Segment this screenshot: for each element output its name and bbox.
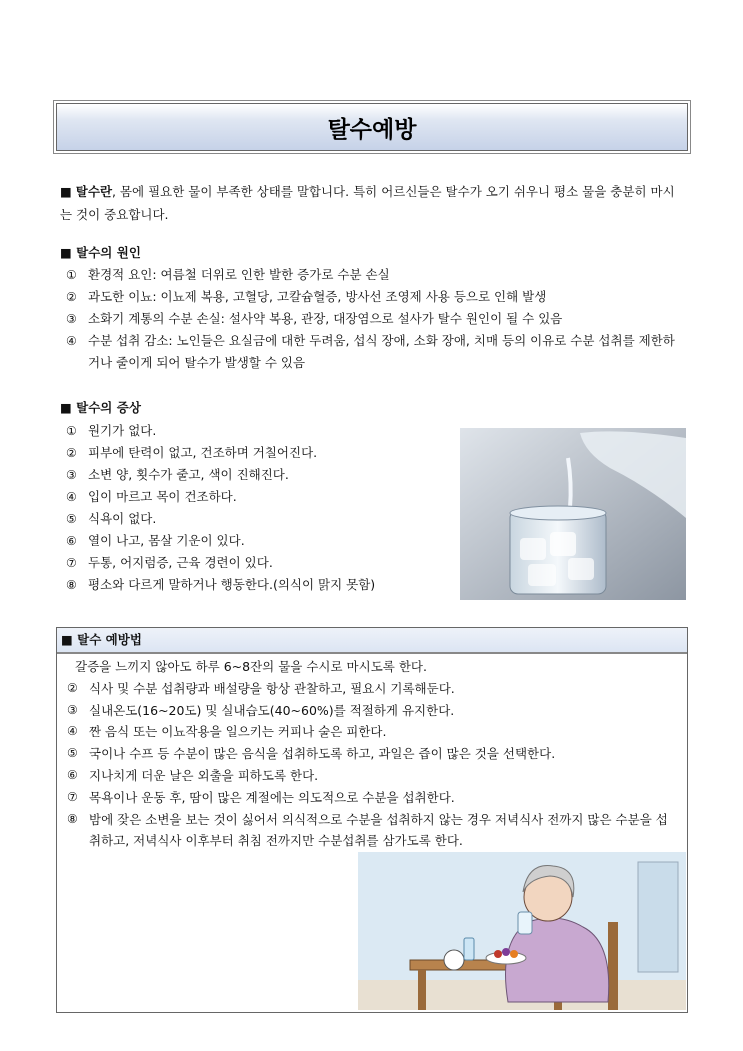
intro-paragraph	[60, 180, 686, 226]
prevention-item	[67, 656, 679, 678]
symptoms-list	[66, 420, 456, 596]
symptom-item-number: ⑤	[66, 512, 77, 526]
symptom-item-number: ②	[66, 446, 77, 460]
symptom-item	[66, 508, 456, 530]
cause-item	[66, 264, 686, 286]
water-glass-image	[460, 428, 686, 600]
causes-title: ■ 탈수의 원인	[60, 245, 141, 260]
symptom-item-number: ④	[66, 490, 77, 504]
prevention-item	[67, 700, 679, 722]
symptom-item	[66, 442, 456, 464]
prevention-item	[67, 809, 679, 853]
symptom-item	[66, 574, 456, 596]
prevention-item-text: 국이나 수프 등 수분이 많은 음식을 섭취하도록 하고, 과일은 즙이 많은 것을 선택한다.	[89, 746, 556, 762]
symptom-item-number: ⑦	[66, 556, 77, 570]
symptom-item-number: ⑥	[66, 534, 77, 548]
intro-bullet: ■	[60, 184, 72, 199]
prevention-list	[67, 656, 679, 852]
prevention-item-number: ⑧	[67, 811, 78, 826]
symptoms-title: ■ 탈수의 증상	[60, 400, 141, 415]
symptom-item	[66, 464, 456, 486]
symptom-item	[66, 420, 456, 442]
prevention-item-number: ②	[67, 680, 78, 695]
prevention-item-text: 식사 및 수분 섭취량과 배설량을 항상 관찰하고, 필요시 기록해둔다.	[89, 680, 455, 696]
prevention-item-text: 갈증을 느끼지 않아도 하루 6~8잔의 물을 수시로 마시도록 한다.	[75, 659, 427, 674]
elderly-woman-drinking-image	[358, 852, 686, 1010]
symptom-item-text: 피부에 탄력이 없고, 건조하며 거칠어진다.	[88, 445, 318, 460]
symptom-item	[66, 530, 456, 552]
symptom-item-text: 입이 마르고 목이 건조하다.	[88, 489, 237, 504]
symptom-item-text: 열이 나고, 몸살 기운이 있다.	[88, 533, 245, 548]
cause-item	[66, 308, 686, 330]
prevention-item	[67, 765, 679, 787]
cause-item-text: 소화기 계통의 수분 손실: 설사약 복용, 관장, 대장염으로 설사가 탈수 원인이 될 수 있음	[88, 311, 563, 326]
cause-item-text: 환경적 요인: 여름철 더위로 인한 발한 증가로 수분 손실	[88, 267, 390, 282]
prevention-item-text: 밤에 잦은 소변을 보는 것이 싫어서 의식적으로 수분을 섭취하지 않는 경우 저녁식사 전까지 많은 수분을 섭취하고, 저녁식사 이후부터 취침 전까지만 수분섭취를 삼가도록 한다.	[89, 811, 668, 849]
cause-item-number: ③	[66, 312, 77, 326]
causes-list	[66, 264, 686, 374]
cause-item	[66, 330, 686, 374]
symptom-item-text: 두통, 어지럼증, 근육 경련이 있다.	[88, 555, 273, 570]
prevention-item	[67, 787, 679, 809]
symptom-item-text: 원기가 없다.	[88, 423, 157, 438]
prevention-item-number: ④	[67, 724, 78, 739]
cause-item-text: 수분 섭취 감소: 노인들은 요실금에 대한 두려움, 섭식 장애, 소화 장애, 치매 등의 이유로 수분 섭취를 제한하거나 줄이게 되어 탈수가 발생할 수 있음	[88, 333, 675, 370]
symptom-item	[66, 486, 456, 508]
intro-text: , 몸에 필요한 물이 부족한 상태를 말합니다. 특히 어르신들은 탈수가 오기 쉬우니 평소 물을 충분히 마시는 것이 중요합니다.	[60, 184, 675, 222]
prevention-item	[67, 721, 679, 743]
symptom-item-number: ⑧	[66, 578, 77, 592]
symptom-item	[66, 552, 456, 574]
prevention-item-text: 목욕이나 운동 후, 땀이 많은 계절에는 의도적으로 수분을 섭취한다.	[89, 789, 455, 805]
cause-item-number: ④	[66, 334, 77, 348]
intro-keyword: 탈수란	[75, 184, 113, 199]
prevention-item-text: 실내온도(16~20도) 및 실내습도(40~60%)를 적절하게 유지한다.	[89, 702, 455, 718]
symptom-item-text: 식욕이 없다.	[88, 511, 157, 526]
symptom-item-number: ③	[66, 468, 77, 482]
prevention-item-text: 지나치게 더운 날은 외출을 피하도록 한다.	[89, 767, 319, 783]
prevention-item	[67, 743, 679, 765]
cause-item	[66, 286, 686, 308]
prevention-item-number: ⑥	[67, 767, 78, 782]
symptom-item-text: 평소와 다르게 말하거나 행동한다.(의식이 맑지 못함)	[88, 577, 376, 592]
prevention-title: ■ 탈수 예방법	[57, 628, 687, 654]
symptom-item-number: ①	[66, 424, 77, 438]
symptom-item-text: 소변 양, 횟수가 줄고, 색이 진해진다.	[88, 467, 289, 482]
cause-item-number: ②	[66, 290, 77, 304]
prevention-item-text: 짠 음식 또는 이뇨작용을 일으키는 커피나 술은 피한다.	[89, 724, 387, 740]
prevention-item-number: ⑤	[67, 746, 78, 761]
cause-item-number: ①	[66, 268, 77, 282]
prevention-item	[67, 678, 679, 700]
cause-item-text: 과도한 이뇨: 이뇨제 복용, 고혈당, 고칼슘혈증, 방사선 조영제 사용 등으로 인해 발생	[88, 289, 547, 304]
prevention-item-number: ⑦	[67, 789, 78, 804]
page-title: 탈수예방	[56, 103, 688, 151]
prevention-item-number: ③	[67, 702, 78, 717]
